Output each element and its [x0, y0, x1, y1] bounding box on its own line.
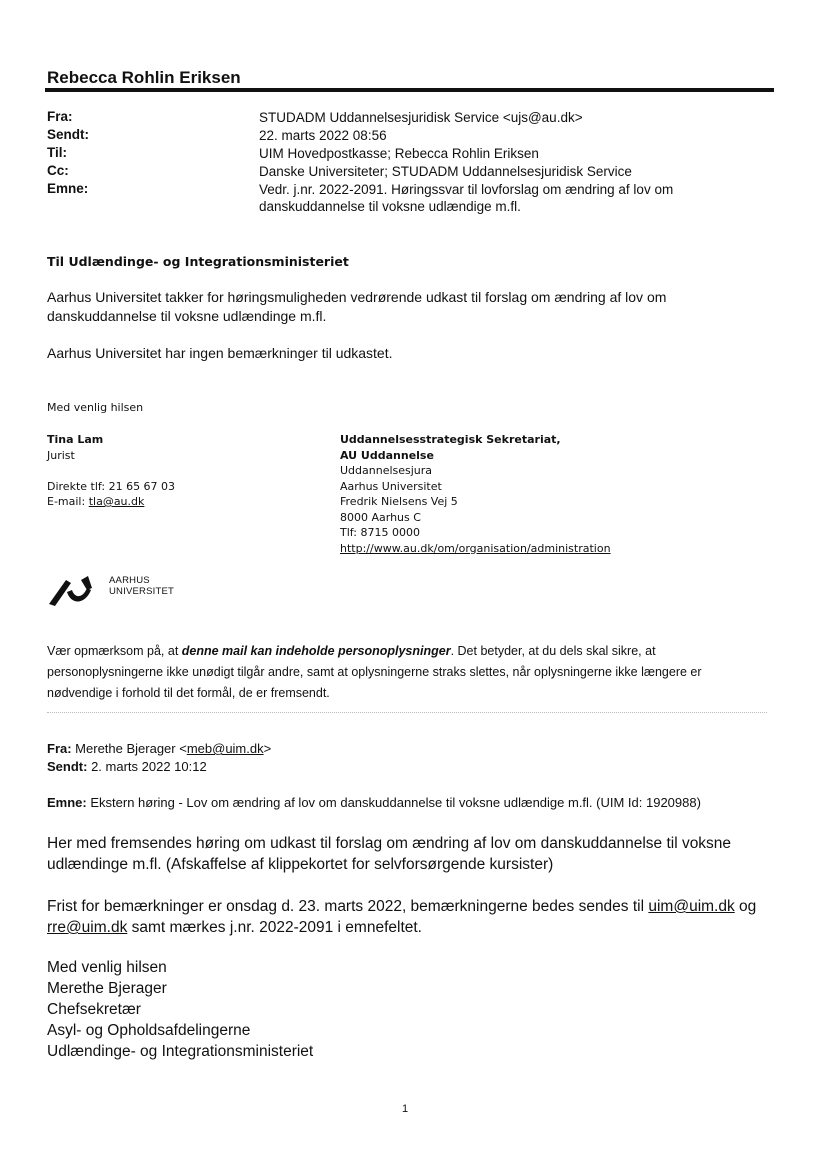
- subject-label: Emne:: [47, 181, 89, 196]
- signature-email-link[interactable]: tla@au.dk: [88, 495, 145, 508]
- org-line1: Uddannelsesstrategisk Sekretariat,: [340, 433, 561, 446]
- forwarded-paragraph-2: Frist for bemærkninger er onsdag d. 23. marts 2022, bemærkningerne bedes sendes til uim@uim.dk og rre@uim.dk samt mærkes j.nr. 2022-2091 i emnefeltet.: [47, 898, 757, 936]
- from-label: Fra:: [47, 109, 73, 124]
- org-street: Fredrik Nielsens Vej 5: [340, 495, 458, 508]
- subject-value: Vedr. j.nr. 2022-2091. Høringssvar til lovforslag om ændring af lov om danskuddannelse til voksne udlændige m.fl.: [259, 182, 674, 214]
- signature-left: [47, 432, 307, 510]
- email-label: E-mail:: [47, 495, 89, 508]
- au-logo-icon: [47, 570, 105, 608]
- cc-value: Danske Universiteter; STUDADM Uddannelsesjuridisk Service: [259, 164, 632, 179]
- sent-value: 22. marts 2022 08:56: [259, 128, 387, 143]
- org-dept: Uddannelsesjura: [340, 464, 433, 477]
- forwarded-from-email-link[interactable]: meb@uim.dk: [186, 741, 264, 756]
- aarhus-university-logo: [47, 570, 187, 608]
- page-number: 1: [402, 1103, 409, 1115]
- org-url-link[interactable]: http://www.au.dk/om/organisation/administration: [340, 541, 611, 555]
- forwarded-signature: Med venlig hilsen Merethe Bjerager Chefsekretær Asyl- og Opholdsafdelingerne Udlændinge- og Integrationsministeriet: [47, 959, 314, 1060]
- signature-title: Jurist: [47, 448, 75, 462]
- notice-emphasis: denne mail kan indeholde personoplysninger: [181, 644, 451, 658]
- forwarded-sent: Sendt: 2. marts 2022 10:12: [47, 759, 207, 774]
- body-paragraph-1: Aarhus Universitet takker for høringsmuligheden vedrørende udkast til forslag om ændring af lov om danskuddannelse til voksne udlændinge m.fl.: [47, 289, 667, 324]
- body-paragraph-2: Aarhus Universitet har ingen bemærkninger til udkastet.: [47, 345, 393, 361]
- cc-label: Cc:: [47, 163, 69, 178]
- forwarded-from: Fra: Merethe Bjerager <meb@uim.dk>: [47, 741, 272, 756]
- forwarded-paragraph-1: Her med fremsendes høring om udkast til forslag om ændring af lov om danskuddannelse til voksne udlændinge m.fl. (Afskaffelse af klippekortet for selvforsørgende kursister): [47, 835, 732, 873]
- section-divider: [47, 712, 767, 713]
- org-city: 8000 Aarhus C: [340, 510, 421, 524]
- org-university: Aarhus Universitet: [340, 479, 442, 493]
- org-phone: Tlf: 8715 0000: [340, 526, 420, 539]
- to-label: Til:: [47, 145, 67, 160]
- from-value: STUDADM Uddannelsesjuridisk Service <ujs@au.dk>: [259, 110, 583, 125]
- logo-wordmark: AARHUS UNIVERSITET: [109, 575, 175, 597]
- salutation: Til Udlændinge- og Integrationsministeriet: [47, 254, 349, 269]
- sent-label: Sendt:: [47, 127, 89, 142]
- privacy-notice: Vær opmærksom på, at denne mail kan indeholde personoplysninger. Det betyder, at du dels skal sikre, at personoplysningerne ikke unødigt tilgår andre, samt at oplysningerne straks slettes, når oplysningerne ikke længere er nødvendige i forhold til det formål, de er fremsendt.: [47, 644, 702, 700]
- header-divider: [45, 88, 774, 92]
- org-line2: AU Uddannelse: [340, 448, 434, 462]
- to-value: UIM Hovedpostkasse; Rebecca Rohlin Eriksen: [259, 146, 539, 161]
- signature-name: Tina Lam: [47, 433, 104, 446]
- sender-name: Rebecca Rohlin Eriksen: [47, 68, 241, 87]
- forwarded-subject: Emne: Ekstern høring - Lov om ændring af lov om danskuddannelse til voksne udlændige m.fl. (UIM Id: 1920988): [47, 795, 701, 810]
- signature-phone: Direkte tlf: 21 65 67 03: [47, 479, 176, 493]
- closing: Med venlig hilsen: [47, 401, 144, 414]
- uim-email-link[interactable]: uim@uim.dk: [648, 898, 735, 915]
- rre-email-link[interactable]: rre@uim.dk: [47, 919, 128, 936]
- signature-right: [340, 432, 770, 556]
